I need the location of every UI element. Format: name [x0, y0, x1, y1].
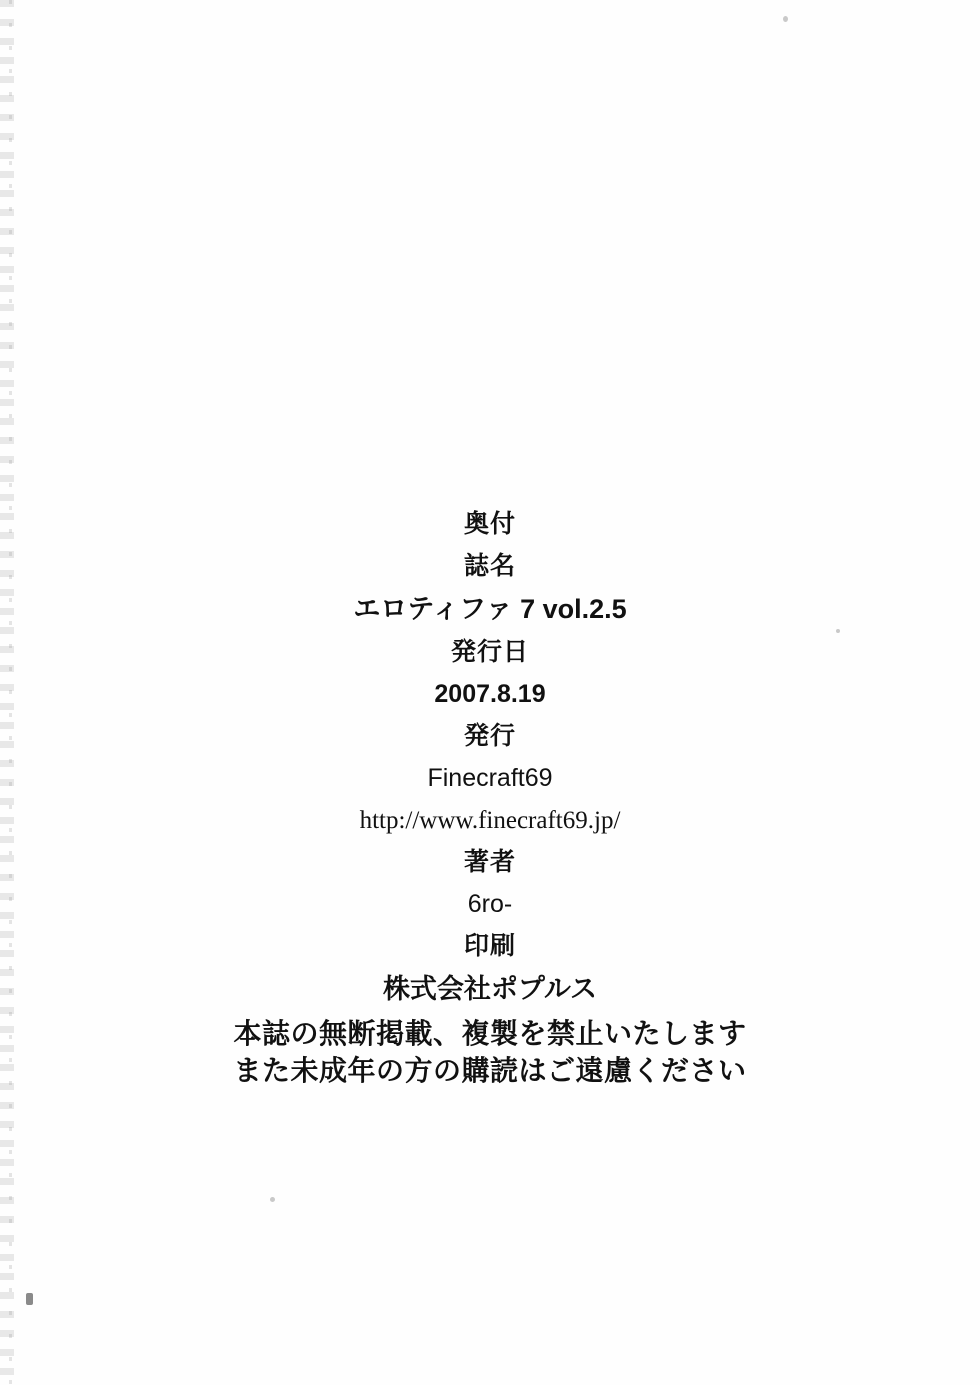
scan-speck	[270, 1197, 275, 1202]
author-name: 6ro-	[467, 890, 513, 918]
publish-date-value: 2007.8.19	[434, 680, 546, 708]
printing-label: 印刷	[463, 932, 516, 960]
magazine-name-label: 誌名	[463, 552, 516, 580]
publisher-url: http://www.finecraft69.jp/	[359, 807, 621, 834]
magazine-title: エロティファ 7 vol.2.5	[353, 594, 627, 624]
printing-company: 株式会社ポプルス	[382, 974, 598, 1004]
colophon-heading: 奥付	[463, 510, 516, 538]
publisher-label: 発行	[463, 722, 516, 750]
publisher-name: Finecraft69	[427, 764, 553, 792]
colophon-block	[0, 512, 980, 1085]
copyright-notice-line-1: 本誌の無断掲載、複製を禁止いたします	[233, 1018, 747, 1049]
scan-speck	[783, 16, 788, 22]
scan-speck	[26, 1293, 33, 1305]
author-label: 著者	[463, 848, 516, 876]
age-notice-line-2: また未成年の方の購読はご遠慮ください	[233, 1055, 747, 1086]
publish-date-label: 発行日	[450, 638, 529, 666]
